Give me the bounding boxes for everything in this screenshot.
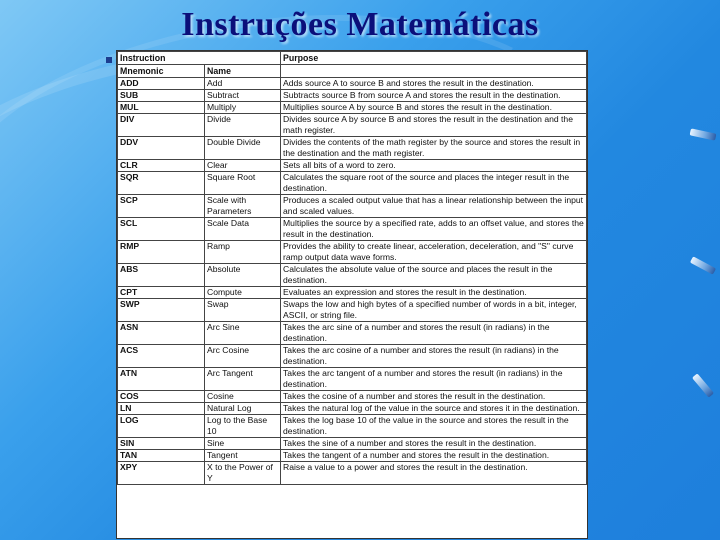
mnemonic-cell: DDV — [118, 137, 205, 160]
table-row — [118, 322, 587, 345]
mnemonic-cell: ACS — [118, 345, 205, 368]
purpose-cell: Calculates the square root of the source and places the integer result in the destination. — [281, 172, 587, 195]
table-row — [118, 78, 587, 90]
mnemonic-cell: MUL — [118, 102, 205, 114]
name-cell: Double Divide — [205, 137, 281, 160]
table-row — [118, 172, 587, 195]
table-row — [118, 287, 587, 299]
table-row — [118, 195, 587, 218]
header-purpose: Purpose — [281, 52, 587, 65]
instruction-table-panel — [116, 50, 588, 539]
purpose-cell: Takes the sine of a number and stores the result in the destination. — [281, 438, 587, 450]
mnemonic-cell: ASN — [118, 322, 205, 345]
table-row — [118, 345, 587, 368]
table-subheader-row — [118, 65, 587, 78]
mnemonic-cell: DIV — [118, 114, 205, 137]
table-row — [118, 438, 587, 450]
name-cell: Divide — [205, 114, 281, 137]
purpose-cell: Multiplies the source by a specified rate, adds to an offset value, and stores the result in the destination. — [281, 218, 587, 241]
table-body — [118, 78, 587, 485]
purpose-cell: Takes the arc tangent of a number and stores the result (in radians) in the destination. — [281, 368, 587, 391]
purpose-cell: Calculates the absolute value of the source and places the result in the destination. — [281, 264, 587, 287]
name-cell: Log to the Base 10 — [205, 415, 281, 438]
purpose-cell: Takes the log base 10 of the value in the source and stores the result in the destination. — [281, 415, 587, 438]
name-cell: X to the Power of Y — [205, 462, 281, 485]
purpose-cell: Swaps the low and high bytes of a specified number of words in a bit, integer, ASCII, or string file. — [281, 299, 587, 322]
mnemonic-cell: LOG — [118, 415, 205, 438]
slide-title: Instruções Matemáticas — [181, 6, 539, 43]
name-cell: Square Root — [205, 172, 281, 195]
name-cell: Clear — [205, 160, 281, 172]
mnemonic-cell: CLR — [118, 160, 205, 172]
name-cell: Compute — [205, 287, 281, 299]
mnemonic-cell: COS — [118, 391, 205, 403]
purpose-cell: Produces a scaled output value that has a linear relationship between the input and scaled values. — [281, 195, 587, 218]
table-row — [118, 102, 587, 114]
purpose-cell: Divides the contents of the math register by the source and stores the result in the destination and the math register. — [281, 137, 587, 160]
mnemonic-cell: SCP — [118, 195, 205, 218]
purpose-cell: Divides source A by source B and stores the result in the destination and the math register. — [281, 114, 587, 137]
name-cell: Natural Log — [205, 403, 281, 415]
table-header-row — [118, 52, 587, 65]
header-mnemonic: Mnemonic — [118, 65, 205, 78]
mnemonic-cell: ABS — [118, 264, 205, 287]
mnemonic-cell: SIN — [118, 438, 205, 450]
mnemonic-cell: SQR — [118, 172, 205, 195]
table-row — [118, 450, 587, 462]
name-cell: Absolute — [205, 264, 281, 287]
name-cell: Swap — [205, 299, 281, 322]
purpose-cell: Takes the arc sine of a number and stores the result (in radians) in the destination. — [281, 322, 587, 345]
purpose-cell: Raise a value to a power and stores the result in the destination. — [281, 462, 587, 485]
table-row — [118, 299, 587, 322]
decorative-bar — [692, 373, 714, 397]
purpose-cell: Takes the natural log of the value in the source and stores it in the destination. — [281, 403, 587, 415]
table-row — [118, 218, 587, 241]
name-cell: Subtract — [205, 90, 281, 102]
table-row — [118, 241, 587, 264]
name-cell: Multiply — [205, 102, 281, 114]
table-row — [118, 114, 587, 137]
name-cell: Scale with Parameters — [205, 195, 281, 218]
mnemonic-cell: XPY — [118, 462, 205, 485]
mnemonic-cell: TAN — [118, 450, 205, 462]
name-cell: Arc Sine — [205, 322, 281, 345]
mnemonic-cell: SWP — [118, 299, 205, 322]
purpose-cell: Takes the cosine of a number and stores the result in the destination. — [281, 391, 587, 403]
mnemonic-cell: CPT — [118, 287, 205, 299]
table-row — [118, 403, 587, 415]
purpose-cell: Sets all bits of a word to zero. — [281, 160, 587, 172]
purpose-cell: Provides the ability to create linear, acceleration, deceleration, and "S" curve ramp output data wave forms. — [281, 241, 587, 264]
table-row — [118, 462, 587, 485]
purpose-cell: Adds source A to source B and stores the result in the destination. — [281, 78, 587, 90]
table-row — [118, 264, 587, 287]
mnemonic-cell: RMP — [118, 241, 205, 264]
instruction-table — [117, 51, 587, 485]
decorative-bar — [690, 256, 716, 274]
header-instruction: Instruction — [118, 52, 281, 65]
purpose-cell: Multiplies source A by source B and stores the result in the destination. — [281, 102, 587, 114]
name-cell: Sine — [205, 438, 281, 450]
mnemonic-cell: ADD — [118, 78, 205, 90]
decorative-bar — [690, 128, 717, 140]
purpose-cell: Takes the arc cosine of a number and stores the result (in radians) in the destination. — [281, 345, 587, 368]
header-blank — [281, 65, 587, 78]
name-cell: Ramp — [205, 241, 281, 264]
mnemonic-cell: SUB — [118, 90, 205, 102]
header-name: Name — [205, 65, 281, 78]
purpose-cell: Evaluates an expression and stores the result in the destination. — [281, 287, 587, 299]
purpose-cell: Takes the tangent of a number and stores the result in the destination. — [281, 450, 587, 462]
table-row — [118, 391, 587, 403]
name-cell: Scale Data — [205, 218, 281, 241]
table-row — [118, 137, 587, 160]
table-row — [118, 368, 587, 391]
mnemonic-cell: LN — [118, 403, 205, 415]
name-cell: Arc Cosine — [205, 345, 281, 368]
name-cell: Arc Tangent — [205, 368, 281, 391]
table-row — [118, 90, 587, 102]
name-cell: Cosine — [205, 391, 281, 403]
name-cell: Tangent — [205, 450, 281, 462]
table-row — [118, 415, 587, 438]
bullet-marker — [106, 57, 112, 63]
table-row — [118, 160, 587, 172]
name-cell: Add — [205, 78, 281, 90]
mnemonic-cell: SCL — [118, 218, 205, 241]
purpose-cell: Subtracts source B from source A and stores the result in the destination. — [281, 90, 587, 102]
mnemonic-cell: ATN — [118, 368, 205, 391]
